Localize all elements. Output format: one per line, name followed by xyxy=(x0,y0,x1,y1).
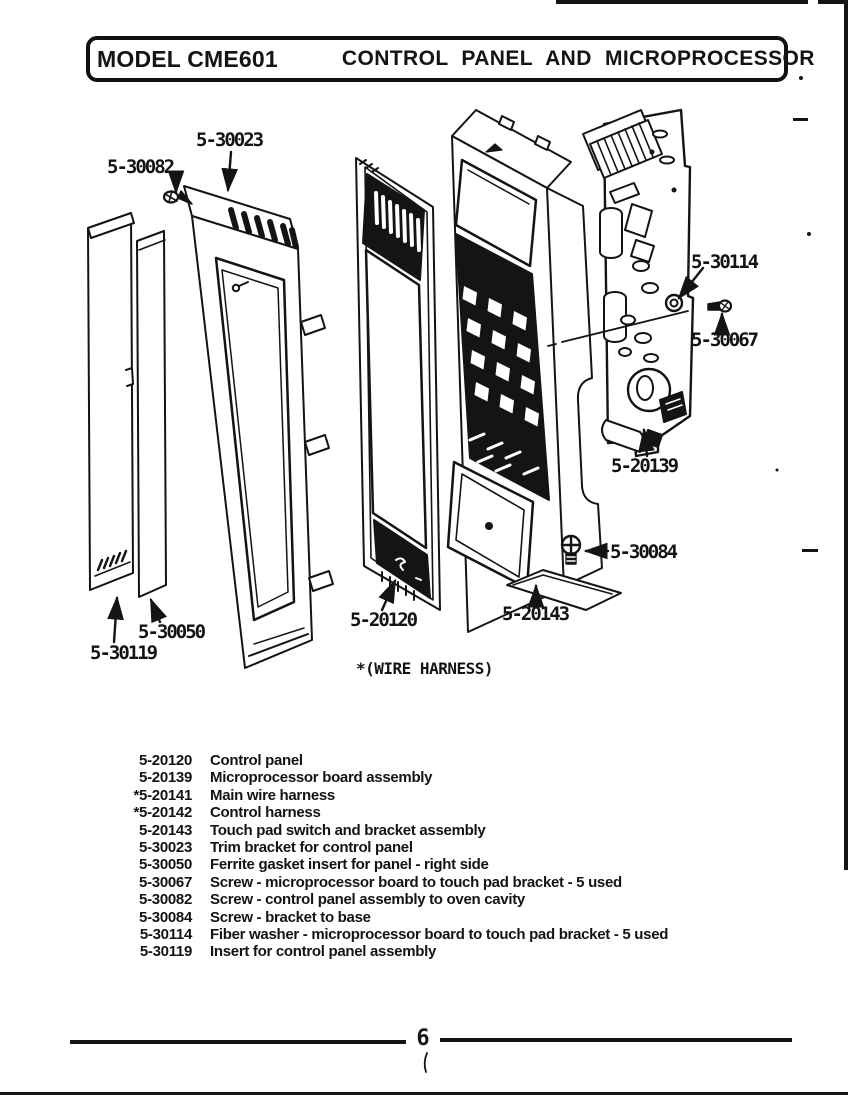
part-number: *5-20142 xyxy=(133,804,192,822)
model-label: MODEL CME601 xyxy=(97,45,278,72)
parts-row xyxy=(0,926,760,943)
wire-harness-note: *(WIRE HARNESS) xyxy=(356,659,493,678)
callout-5-20139: 5-20139 xyxy=(611,455,678,477)
part-number: 5-20143 xyxy=(139,821,192,839)
part-description: Control panel xyxy=(210,752,303,769)
callout-5-30050: 5-30050 xyxy=(138,621,205,643)
parts-row xyxy=(0,822,760,839)
part-number: 5-30084 xyxy=(139,908,192,926)
part-description: Fiber washer - microprocessor board to touch pad bracket - 5 used xyxy=(210,926,669,944)
footer-pen-mark xyxy=(425,1053,427,1072)
part-number: 5-30050 xyxy=(139,856,192,874)
part-description: Control harness xyxy=(210,804,321,822)
part-description: Microprocessor board assembly xyxy=(210,769,433,787)
part-description: Screw - bracket to base xyxy=(210,908,371,926)
part-number: 5-30114 xyxy=(139,926,192,944)
part-description: Ferrite gasket insert for panel - right side xyxy=(210,856,489,874)
part-number: 5-20120 xyxy=(139,752,192,769)
parts-row xyxy=(0,874,760,891)
page-header xyxy=(86,36,815,82)
callout-5-30114: 5-30114 xyxy=(691,251,758,273)
parts-row xyxy=(0,804,760,821)
page-number: 6 xyxy=(416,1026,430,1051)
callout-5-20120: 5-20120 xyxy=(350,609,417,631)
callout-5-30119: 5-30119 xyxy=(90,642,157,664)
touch-pad-drawing xyxy=(448,110,621,632)
part-description: Main wire harness xyxy=(210,786,335,804)
part-description: Trim bracket for control panel xyxy=(210,839,413,857)
page-title: CONTROL PANEL AND MICROPROCESSOR xyxy=(341,47,815,70)
parts-row xyxy=(0,787,760,804)
part-number: 5-30023 xyxy=(139,839,192,857)
callout-5-20143: 5-20143 xyxy=(502,603,569,625)
parts-row xyxy=(0,891,760,908)
part-number: 5-20139 xyxy=(139,769,192,787)
part-number: *5-20141 xyxy=(133,786,192,804)
trim-bracket-drawing xyxy=(184,186,333,668)
parts-row xyxy=(0,769,760,786)
parts-row xyxy=(0,909,760,926)
part-number: 5-30082 xyxy=(139,891,192,909)
callout-5-30067: 5-30067 xyxy=(691,329,758,351)
parts-row xyxy=(0,943,760,960)
callout-5-30084: 5-30084 xyxy=(610,541,677,563)
ferrite-gasket-drawing xyxy=(137,231,166,597)
parts-row xyxy=(0,752,760,769)
pcb-drawing xyxy=(583,110,693,456)
part-number: 5-30119 xyxy=(139,943,192,961)
control-panel-drawing xyxy=(356,158,440,610)
part-number: 5-30067 xyxy=(139,873,192,891)
parts-row xyxy=(0,856,760,873)
parts-list xyxy=(0,752,760,961)
part-description: Touch pad switch and bracket assembly xyxy=(210,821,486,839)
callout-5-30082: 5-30082 xyxy=(107,156,174,178)
part-description: Screw - control panel assembly to oven cavity xyxy=(210,891,525,909)
parts-row xyxy=(0,839,760,856)
part-description: Insert for control panel assembly xyxy=(210,943,436,961)
insert-strip-drawing xyxy=(88,213,134,590)
part-description: Screw - microprocessor board to touch pad bracket - 5 used xyxy=(210,873,622,891)
callout-5-30023: 5-30023 xyxy=(196,129,263,151)
screw-30067-drawing xyxy=(708,301,731,312)
